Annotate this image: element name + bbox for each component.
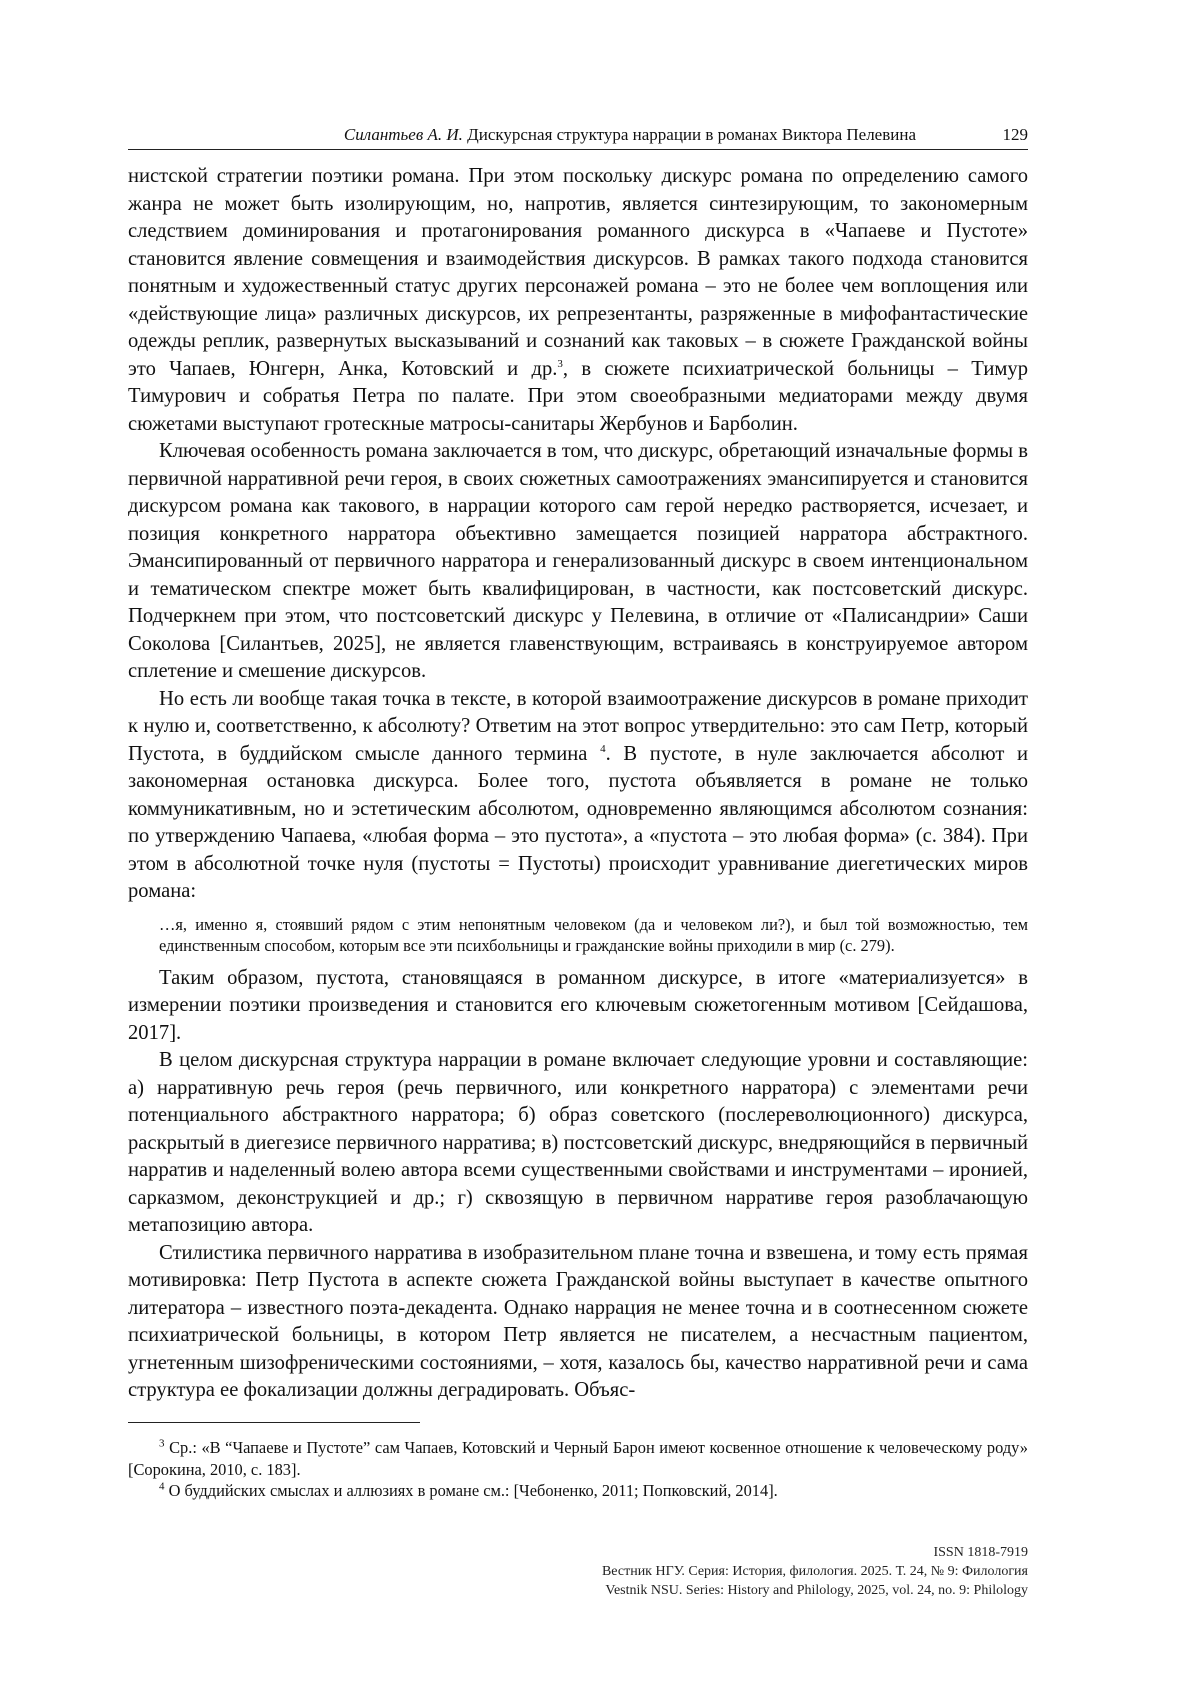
- footnote-4: [128, 1480, 1028, 1502]
- journal-citation-en: Vestnik NSU. Series: History and Philology, 2025, vol. 24, no. 9: Philology: [605, 1583, 1028, 1598]
- footnote-3-number: 3: [159, 1437, 165, 1450]
- header-article-title: Дискурсная структура наррации в романах Виктора Пелевина: [467, 125, 916, 144]
- paragraph-1-text: нистской стратегии поэтики романа. При этом поскольку дискурс романа по определению самого жанра не может быть изолирующим, но, напротив, является синтезирующим, то закономерным следствием доминирования и протагонирования романного дискурса в «Чапаеве и Пустоте» становится явление совмещения и взаимодействия дискурсов. В рамках такого подхода становится понятным и художественный статус других персонажей романа – это не более чем воплощения или «действующие лица» различных дискурсов, их репрезентанты, разряженные в мифофантастические одежды реплик, развернутых высказываний и сознаний как таковых – в сюжете Гражданской войны это Чапаев, Юнгерн, Анка, Котовский и др.: [128, 165, 1028, 380]
- running-header: [128, 123, 1028, 150]
- block-quote: [128, 914, 1028, 957]
- footnote-3-text: Ср.: «В “Чапаеве и Пустоте” сам Чапаев, Котовский и Черный Барон имеют косвенное отношение к человеческому роду» [Сорокина, 2010, с. 183].: [128, 1438, 1028, 1479]
- header-title: [344, 125, 916, 145]
- paragraph-1: [128, 163, 1028, 438]
- paragraph-6: Стилистика первичного нарратива в изобразительном плане точна и взвешена, и тому есть прямая мотивировка: Петр Пустота в аспекте сюжета Гражданской войны выступает в качестве опытного литератора – известного поэта-декадента. Однако наррация не менее точна и в соотнесенном сюжете психиатрической больницы, в котором Петр является не писателем, а несчастным пациентом, угнетенным шизофреническими состояниями, – хотя, казалось бы, качество нарративной речи и сама структура ее фокализации должны деградировать. Объяс-: [128, 1241, 1028, 1401]
- journal-citation-ru: Вестник НГУ. Серия: История, филология. 2025. Т. 24, № 9: Филология: [601, 1564, 1028, 1579]
- block-quote-text: …я, именно я, стоявший рядом с этим непонятным человеком (да и человеком ли?), и был той возможностью, тем единственным способом, которым все эти психбольницы и гражданские войны приходили в мир (с. 279).: [159, 914, 1028, 955]
- paragraph-4: Таким образом, пустота, становящаяся в романном дискурсе, в итоге «материализуется» в измерении поэтики произведения и становится его ключевым сюжетогенным мотивом [Сейдашова, 2017].: [128, 966, 1028, 1044]
- main-text: [128, 163, 1028, 1405]
- footnote-4-text: О буддийских смыслах и аллюзиях в романе см.: [Чебоненко, 2011; Попковский, 2014].: [168, 1481, 778, 1500]
- footnote-separator: [128, 1422, 420, 1423]
- footnotes: [128, 1437, 1028, 1502]
- footnote-ref-4: 4: [600, 742, 606, 755]
- paragraph-3-text-b: . В пустоте, в нуле заключается абсолют и закономерная остановка дискурса. Более того, пустота объявляется в романе не только коммуникативным, но и эстетическим абсолютом, одновременно являющимся абсолютом сознания: по утверждению Чапаева, «любая форма – это пустота», а «пустота – это любая форма» (с. 384). При этом в абсолютной точке нуля (пустоты = Пустоты) происходит уравнивание диегетических миров романа:: [128, 742, 1029, 902]
- header-author: Силантьев А. И.: [343, 125, 463, 144]
- paragraph-2: Ключевая особенность романа заключается в том, что дискурс, обретающий изначальные формы в первичной нарративной речи героя, в своих сюжетных самоотражениях эмансипируется и становится дискурсом романа как такового, в наррации которого сам герой нередко растворяется, исчезает, и позиция конкретного нарратора объективно замещается позицией нарратора абстрактного. Эмансипированный от первичного нарратора и генерализованный дискурс в своем интенциональном и тематическом спектре может быть квалифицирован, в частности, как постсоветский дискурс. Подчеркнем при этом, что постсоветский дискурс у Пелевина, в отличие от «Палисандрии» Саши Соколова [Силантьев, 2025], не является главенствующим, встраиваясь в конструируемое автором сплетение и смешение дискурсов.: [128, 440, 1028, 682]
- page-number: 129: [1002, 125, 1028, 144]
- footnote-ref-3: 3: [557, 357, 563, 370]
- journal-info: [602, 1543, 1028, 1600]
- paragraph-3-text-a: Но есть ли вообще такая точка в тексте, в которой взаимоотражение дискурсов в романе приходит к нулю и, соответственно, к абсолюту? Ответим на этот вопрос утвердительно: это сам Петр, который Пустота, в буддийском смысле данного термина: [128, 687, 1028, 765]
- journal-issn: ISSN 1818-7919: [933, 1545, 1028, 1560]
- paragraph-5: В целом дискурсная структура наррации в романе включает следующие уровни и составляющие: а) нарративную речь героя (речь первичного, или конкретного нарратора) с элементами речи потенциального абстрактного нарратора; б) образ советского (послереволюционного) дискурса, раскрытый в диегезисе первичного нарратива; в) постсоветский дискурс, внедряющийся в первичный нарратив и наделенный волею автора всеми существенными свойствами и инструментами – иронией, сарказмом, деконструкцией и др.; г) сквозящую в первичном нарративе героя разоблачающую метапозицию автора.: [128, 1049, 1028, 1236]
- footnote-4-number: 4: [159, 1480, 165, 1493]
- paragraph-1-end: , в сюжете психиатрической больницы – Тимур Тимурович и собратья Петра по палате. При этом своеобразными медиаторами между двумя сюжетами выступают гротескные матросы-санитары Жербунов и Барболин.: [128, 357, 1028, 435]
- footnote-3: [128, 1437, 1028, 1480]
- paragraph-3: [128, 686, 1028, 906]
